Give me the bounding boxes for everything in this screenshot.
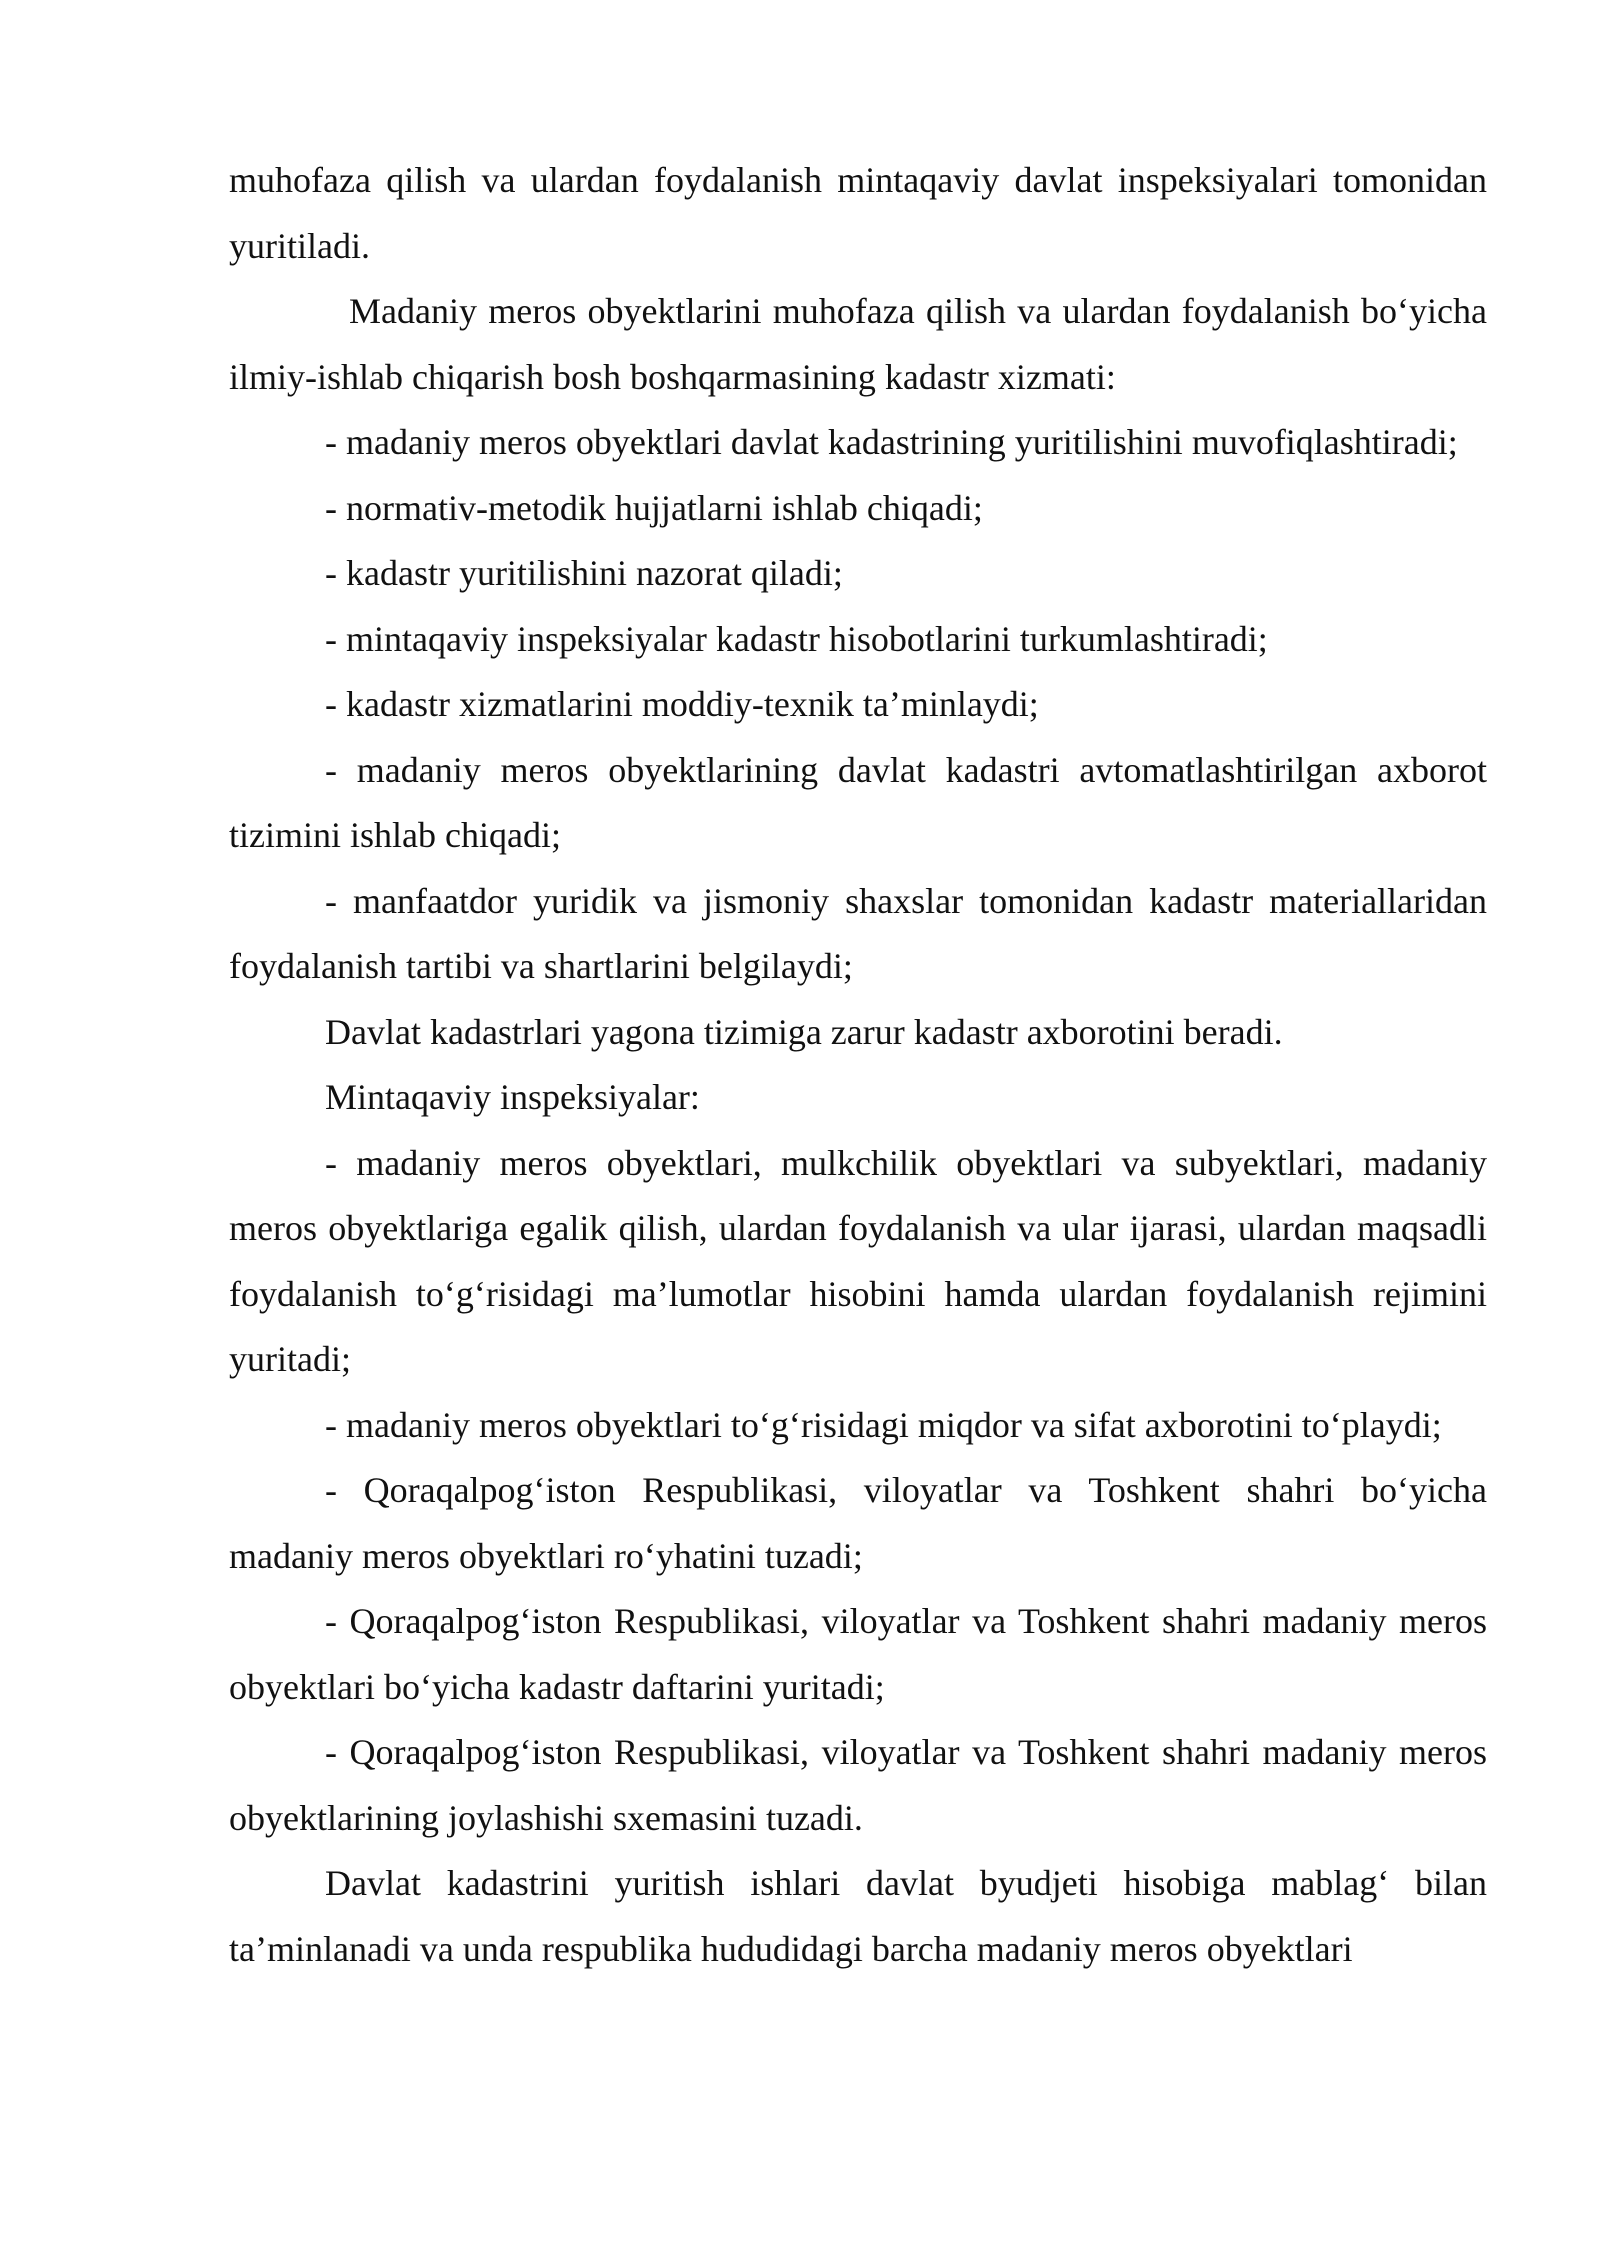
list-item-records: - madaniy meros obyektlari, mulkchilik obyektlari va subyektlari, madaniy meros obyektlariga egalik qilish, ulardan foydalanish va ular ijarasi, ulardan maqsadli foydalanish to‘g‘risidagi ma’lumotlar hisobini hamda ulardan foydalanish rejimini yuritadi;: [229, 1142, 1487, 1379]
list-item-cadastre-book: - Qoraqalpog‘iston Respublikasi, viloyatlar va Toshkent shahri madaniy meros obyektlari bo‘yicha kadastr daftarini yuritadi;: [229, 1601, 1487, 1707]
list-item-normative-docs: - normativ-metodik hujjatlarni ishlab chiqadi;: [325, 487, 983, 528]
list-item-registry: - Qoraqalpog‘iston Respublikasi, viloyatlar va Toshkent shahri bo‘yicha madaniy meros obyektlari ro‘yhatini tuzadi;: [229, 1470, 1487, 1576]
list-item-usage-terms: - manfaatdor yuridik va jismoniy shaxslar tomonidan kadastr materiallaridan foydalanish tartibi va shartlarini belgilaydi;: [229, 880, 1487, 986]
list-item-control: - kadastr yuritilishini nazorat qiladi;: [325, 553, 843, 593]
list-item-location-scheme: - Qoraqalpog‘iston Respublikasi, viloyatlar va Toshkent shahri madaniy meros obyektlarining joylashishi sxemasini tuzadi.: [229, 1732, 1487, 1838]
list-item-collect-info: - madaniy meros obyektlari to‘g‘risidagi miqdor va sifat axborotini to‘playdi;: [325, 1404, 1442, 1445]
paragraph-funding: Davlat kadastrini yuritish ishlari davlat byudjeti hisobiga mablag‘ bilan ta’minlanadi va unda respublika hududidagi barcha madaniy meros obyektlari: [229, 1863, 1487, 1969]
paragraph-continuation: muhofaza qilish va ulardan foydalanish mintaqaviy davlat inspeksiyalari tomonidan yuritiladi.: [229, 160, 1487, 266]
list-item-coordinates: - madaniy meros obyektlari davlat kadastrining yuritilishini muvofiqlashtiradi;: [325, 422, 1458, 462]
list-item-reports: - mintaqaviy inspeksiyalar kadastr hisobotlarini turkumlashtiradi;: [325, 618, 1268, 659]
paragraph-regional-inspections-heading: Mintaqaviy inspeksiyalar:: [325, 1077, 700, 1117]
list-item-info-system: - madaniy meros obyektlarining davlat kadastri avtomatlashtirilgan axborot tizimini ishlab chiqadi;: [229, 749, 1487, 855]
document-body: [229, 148, 1487, 1982]
list-item-technical-support: - kadastr xizmatlarini moddiy-texnik ta’minlaydi;: [325, 684, 1039, 724]
paragraph-unified-system: Davlat kadastrlari yagona tizimiga zarur kadastr axborotini beradi.: [325, 1011, 1283, 1052]
paragraph-cadastre-service-intro: Madaniy meros obyektlarini muhofaza qilish va ulardan foydalanish bo‘yicha ilmiy-ishlab chiqarish bosh boshqarmasining kadastr xizmati:: [229, 291, 1487, 397]
